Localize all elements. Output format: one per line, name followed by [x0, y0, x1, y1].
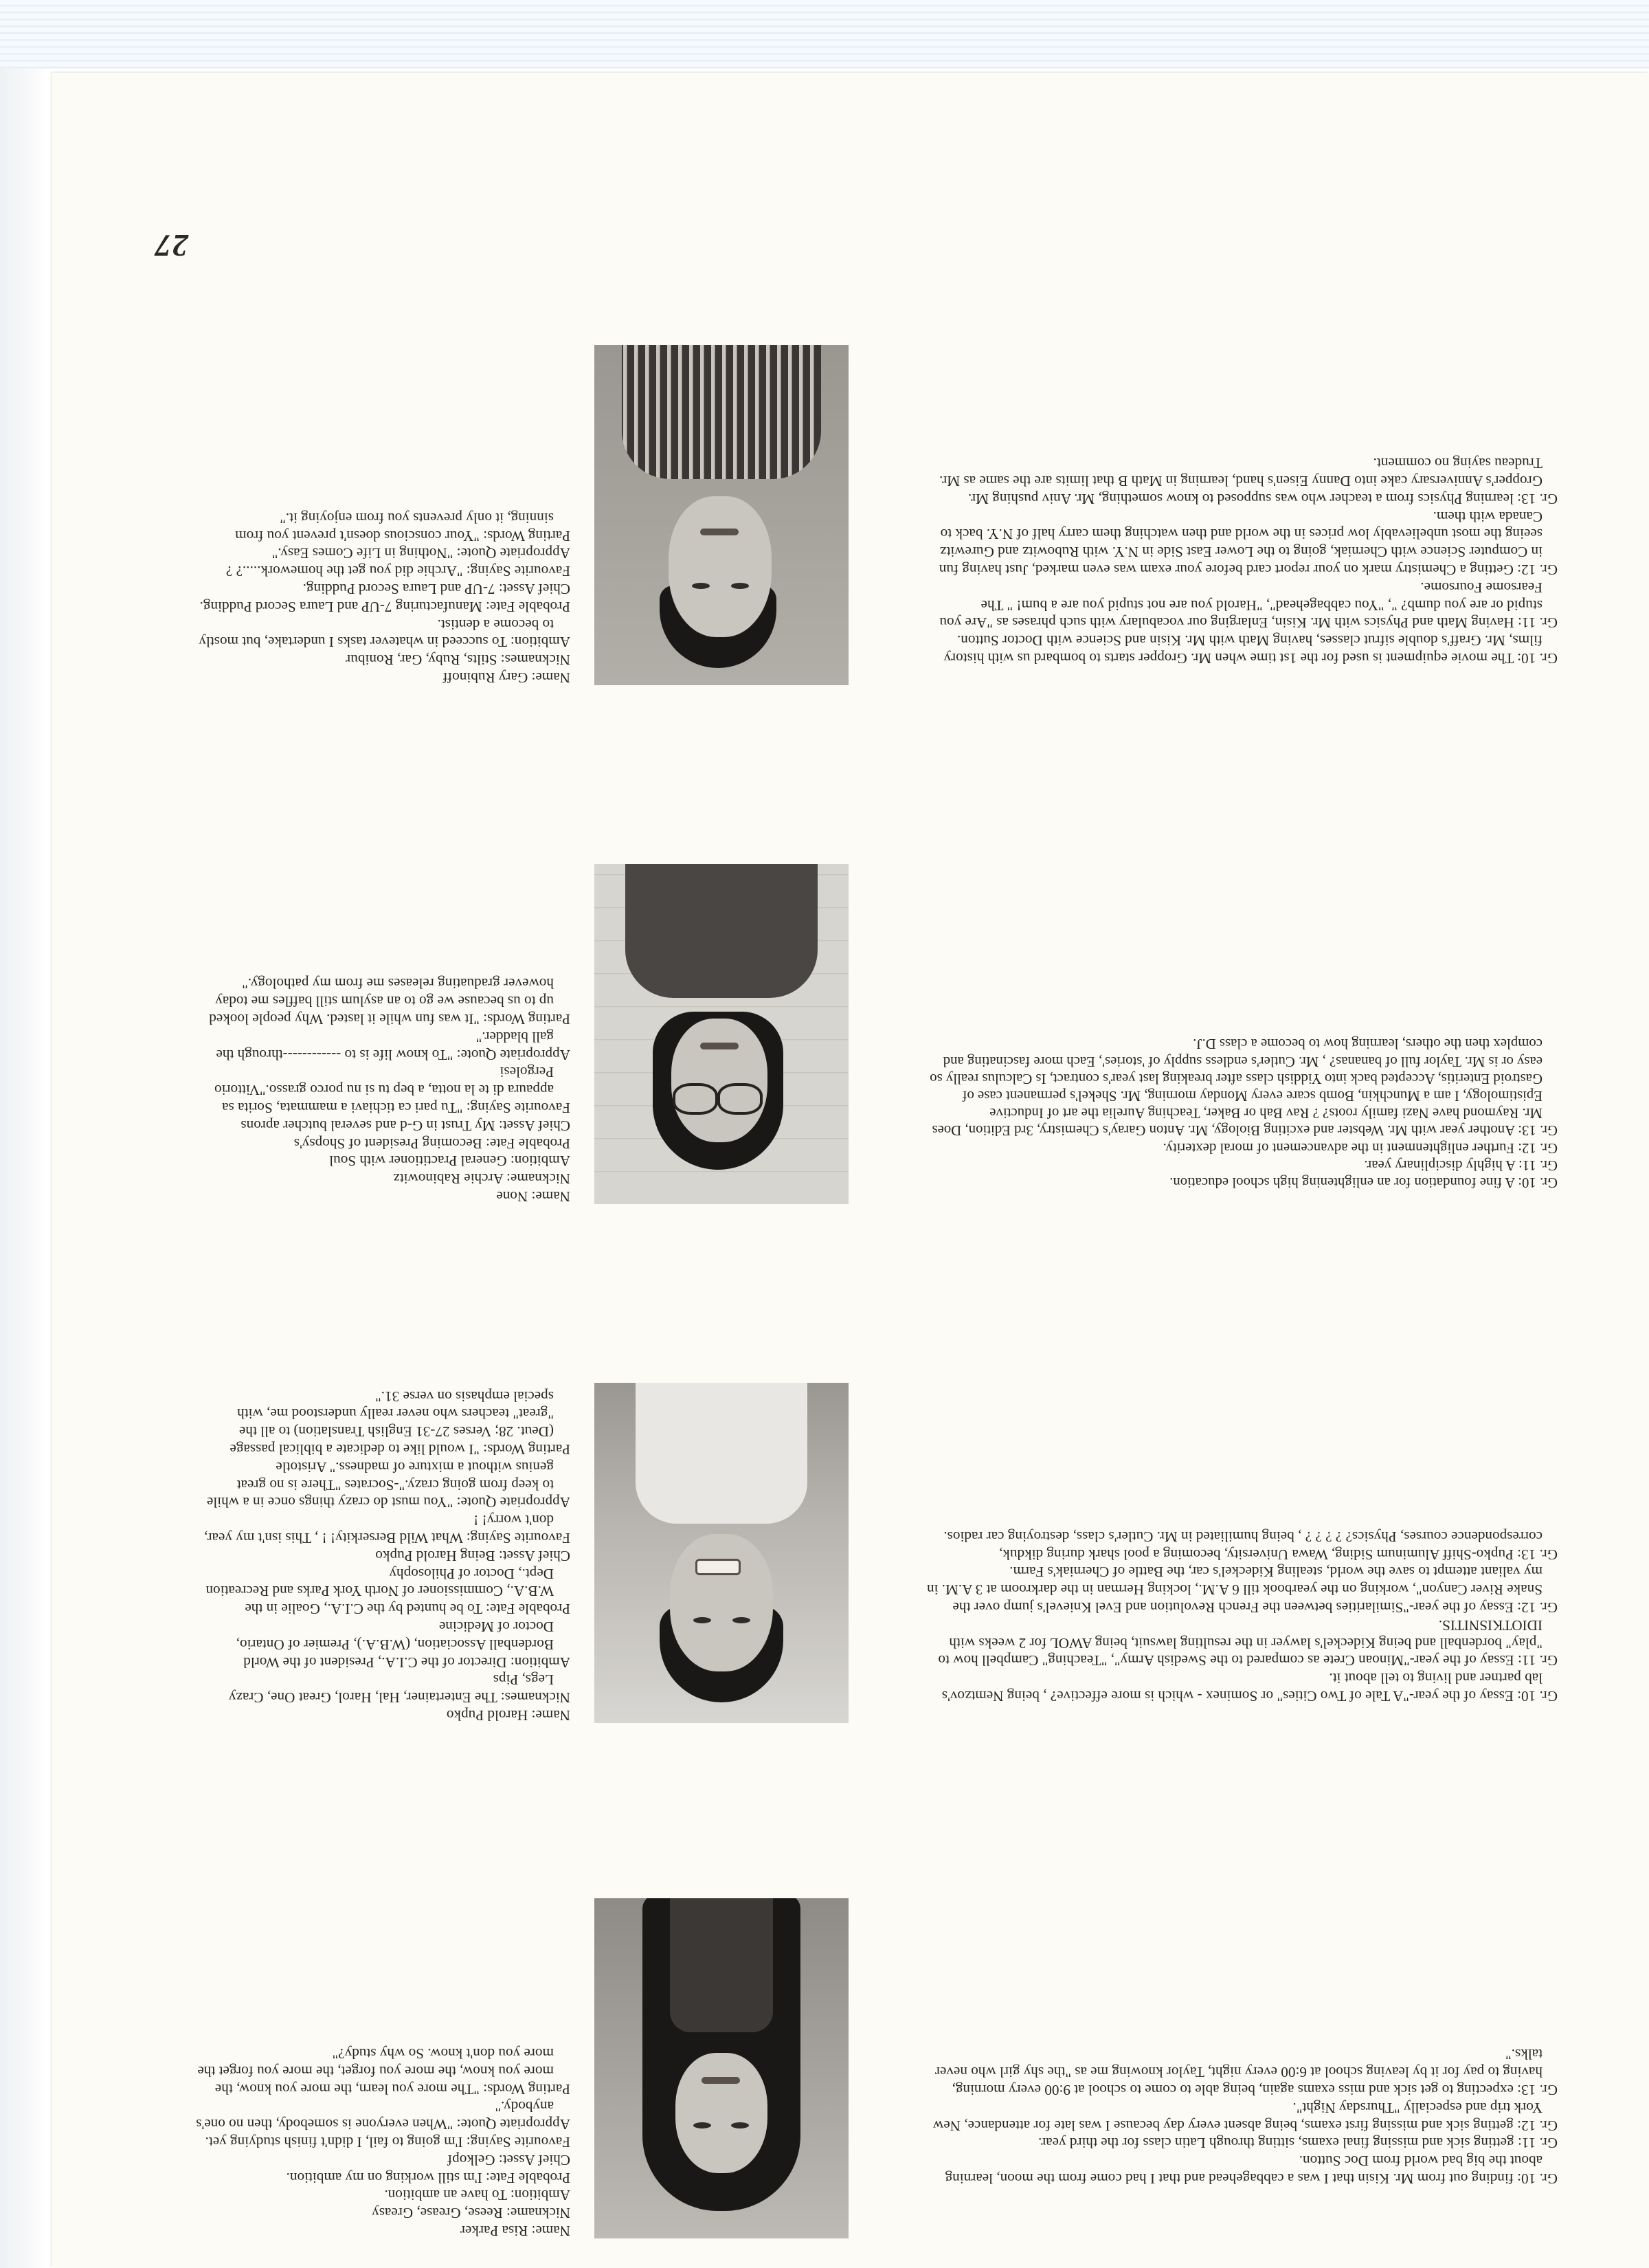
profile-line: Nickname: Reese, Grease, Greasy [372, 2205, 570, 2222]
profile-line: Name: None [496, 1188, 570, 1205]
student-entry [52, 1368, 1649, 1753]
page-content-rotated [52, 73, 1649, 2268]
scanner-edge [0, 0, 1649, 69]
profile-line: Ambition: To succeed in whatever tasks I undertake, but mostly to become a dentist. [199, 616, 570, 651]
student-entry [52, 1883, 1649, 2268]
history-line: Gr. 13: learning Physics from a teacher who was supposed to know something, Mr. Aniv pushing Mr. Gropper's Anniversary cake into Danny Eisen's hand, learning in Math B that limits are the same as Mr. Trudeau saying no comment. [939, 455, 1558, 507]
student-profile [196, 1387, 570, 1724]
profile-line: Appropriate Quote: "To know life is to ------------through the gall bladder." [216, 1028, 570, 1063]
profile-line: Parting Words: "Your conscious doesn't prevent you from sinning, it only prevents you from enjoying it." [235, 509, 570, 544]
profile-line: Parting Words: "It was fun while it lasted. Why people looked up to us because we go to an asylum still baffles me today however graduating releases me from my pathology." [209, 975, 570, 1028]
history-line: Gr. 11: Having Math and Physics with Mr. Kisin, Enlarging our vocabulary with such phrases as "Are you stupid or are you dumb? ", "You cabbagehead", "Harold you are not stupid you are a bum! " The Fearsome Foursome. [939, 579, 1558, 632]
student-portrait [594, 864, 849, 1204]
profile-line: Probable Fate: Manufacturing 7-UP and Laura Secord Pudding. [199, 598, 570, 615]
scanner-margin [0, 69, 48, 2268]
student-profile [196, 509, 570, 686]
student-portrait [594, 1383, 849, 1723]
history-line: Gr. 10: The movie equipment is used for the 1st time when Mr. Gropper starts to bombard us with history films, Mr. Graff's double sifrut classes, having Math with Mr. Kisin and Science with Doctor Sutton. [943, 632, 1558, 667]
profile-line: Chief Asset: Being Harold Pupko [375, 1547, 570, 1564]
history-line: Gr. 10: A fine foundation for an enlightening high school education. [1169, 1175, 1558, 1190]
history-line: Gr. 13: expecting to get sick and miss exams again, being able to come to school at 9:00 every morning, having to pay for it by leaving school at 6:00 every night, Taylor knowing me as "the shy girl who never talks." [934, 2046, 1558, 2099]
profile-line: Favourite Saying: "Tu pari ca tichiavi a mammata, Sorita sa appaura di te la notta, a bep tu si nu porco grasso."Vittorio Pergolesi [214, 1064, 570, 1117]
profile-line: Parting Words: "The more you learn, the more you know, the more you know, the more you forget, the more you forget the more you don't know. So why study?" [197, 2045, 570, 2098]
school-history [926, 1527, 1558, 1704]
history-line: Gr. 11: A highly disciplinary year. [1364, 1157, 1558, 1173]
student-entry [52, 849, 1649, 1234]
profile-line: Appropriate Quote: "When everyone is somebody, then no one's anybody." [196, 2098, 570, 2133]
profile-line: Ambition: General Practitioner with Soul [329, 1153, 570, 1170]
history-line: Gr. 12: Further enlightenment in the advancement of moral dexterity. [1163, 1139, 1558, 1156]
profile-line: Chief Asset: 7-UP and Laura Secord Pudding. [302, 581, 570, 598]
student-entry [52, 330, 1649, 715]
profile-line: Ambition: Director of the C.I.A., President of the World Bordenball Association, (W.B.A.), Premier of Ontario, Doctor of Medicine [236, 1619, 570, 1671]
student-profile [196, 2044, 570, 2239]
profile-line: Nicknames: The Entertainer, Hal, Harol, Great One, Crazy Legs, Pips [228, 1671, 570, 1706]
profile-line: Chief Asset: Gelkopf [447, 2151, 570, 2168]
profile-line: Favourite Saying: I'm going to fail, I didn't finish studying yet. [205, 2134, 570, 2151]
profile-line: Favourite Saying: "Archie did you get the homework.....? ? [225, 563, 570, 580]
student-profile [196, 975, 570, 1205]
profile-line: Name: Gary Rubinoff [442, 669, 570, 686]
history-line: Gr. 11: getting sick and missing final exams, sitting through Latin class for the third year. [1038, 2135, 1558, 2152]
profile-line: Appropriate Quote: "You must do crazy things once in a while to keep from going crazy."-Socrates "There is no great genius without a mixture of madness." Aristotle [206, 1458, 570, 1511]
profile-line: Probable Fate: I'm still working on my ambition. [286, 2169, 570, 2186]
history-line: Gr. 10: Essay of the year-"A Tale of Two Cities" or Sominex - which is more effective? , being Nemtzov's lab partner and living to tell about it. [941, 1670, 1558, 1704]
history-line: Gr. 13: Another year with Mr. Webster and exciting Biology, Mr. Anton Garay's Chemistry, 3rd Edition, Does Mr. Raymond have Nazi family roots? ? Rav Bah or Baker, Teaching Aurelia the art of Inductive Epistimology, I am a Munchkin, Bomb scare every Monday morning, Mr. Shekel's permanent case of Gastroid Enteritis, Accepted back into Yiddish class after breaking last year's contract, Is Calculus really so easy or is Mr. Taylor full of bananas? , Mr. Cutler's endless supply of 'stories', Each more fascinating and complex then the others, learning how to become a class D.J. [930, 1036, 1558, 1139]
school-history [926, 1035, 1558, 1191]
history-line: Gr. 12: Essay of the year-"Similarities between the French Revolution and Evel Knievel's jump over the Snake River Canyon", working on the yearbook till 6 A.M., locking Herman in the darkroom at 3 A.M. in my valiant attempt to save the world, stealing Kideckel's car, the Battle of Cherniak's Farm. [926, 1564, 1558, 1616]
profile-line: Name: Risa Parker [460, 2223, 570, 2239]
profile-line: Nickname: Archie Rabinowitz [393, 1170, 570, 1188]
profile-line: Ambition: To have an ambition. [384, 2187, 570, 2204]
profile-line: Favourite Saying: What Wild Berserkity! ! , This isn't my year, don't worry! ! [204, 1512, 570, 1547]
profile-line: Nicknames: Stilts, Ruby, Gar, Ronibur [346, 652, 570, 669]
history-line: Gr. 10: finding out from Mr. Kisin that I was a cabbagehead and that I had come from the moon, learning about the big bad world from Doc Sutton. [945, 2153, 1558, 2187]
profile-line: Name: Harold Pupko [446, 1707, 570, 1724]
page-number: 27 [154, 228, 188, 263]
profile-line: Appropriate Quote: "Nothing in Life Comes Easy." [271, 545, 570, 562]
school-history [926, 2045, 1558, 2187]
profile-line: Parting Words: "I would like to dedicate a biblical passage (Deut. 28; Verses 27-31 English Translation) to all the "great" teachers who never really understood me, with special emphasis on verse 31." [229, 1388, 570, 1458]
history-line: Gr. 12: getting sick and missing first exams, being absent every day because I was late for attendance, New York trip and especially "Thursday Night". [932, 2099, 1558, 2134]
profile-line: Probable Fate: Becoming President of Shopsy's [293, 1135, 570, 1152]
school-history [926, 454, 1558, 667]
history-line: Gr. 13: Pupko-Shiff Aluminum Siding, Wawa University, becoming a pool shark during dikduk, correspondence courses, Physics? ? ? ? ? , being humiliated in Mr. Cutler's class, destroying car radios. [943, 1528, 1558, 1563]
profile-line: Chief Asset: My Trust in G-d and several butcher aprons [240, 1117, 570, 1134]
history-line: Gr. 12: Getting a Chemistry mark on your report card before your exam was even marked, Just having fun in Computer Science with Cherniak, going to the Lower East Side in N.Y. with Rubowitz and Gurewitz seeing the most unbelievably low prices in the world and then watching them carry half of N.Y. back to Canada with them. [939, 508, 1558, 579]
yearbook-page [52, 73, 1649, 2268]
history-line: Gr. 11: Essay of the year-"Minoan Crete as compared to the Swedish Army", "Teaching" Campbell how to "play" bordenball and being Kideckel's lawyer in the resulting lawsuit, being AWOL for 2 weeks with IDIOTKISNITIS. [938, 1616, 1558, 1669]
profile-line: Probable Fate: To be hunted by the C.I.A., Goalie in the W.B.A., Commissioner of North York Parks and Recreation Dept., Doctor of Philosophy [205, 1565, 570, 1618]
student-portrait [594, 1898, 849, 2238]
student-portrait [594, 345, 849, 685]
